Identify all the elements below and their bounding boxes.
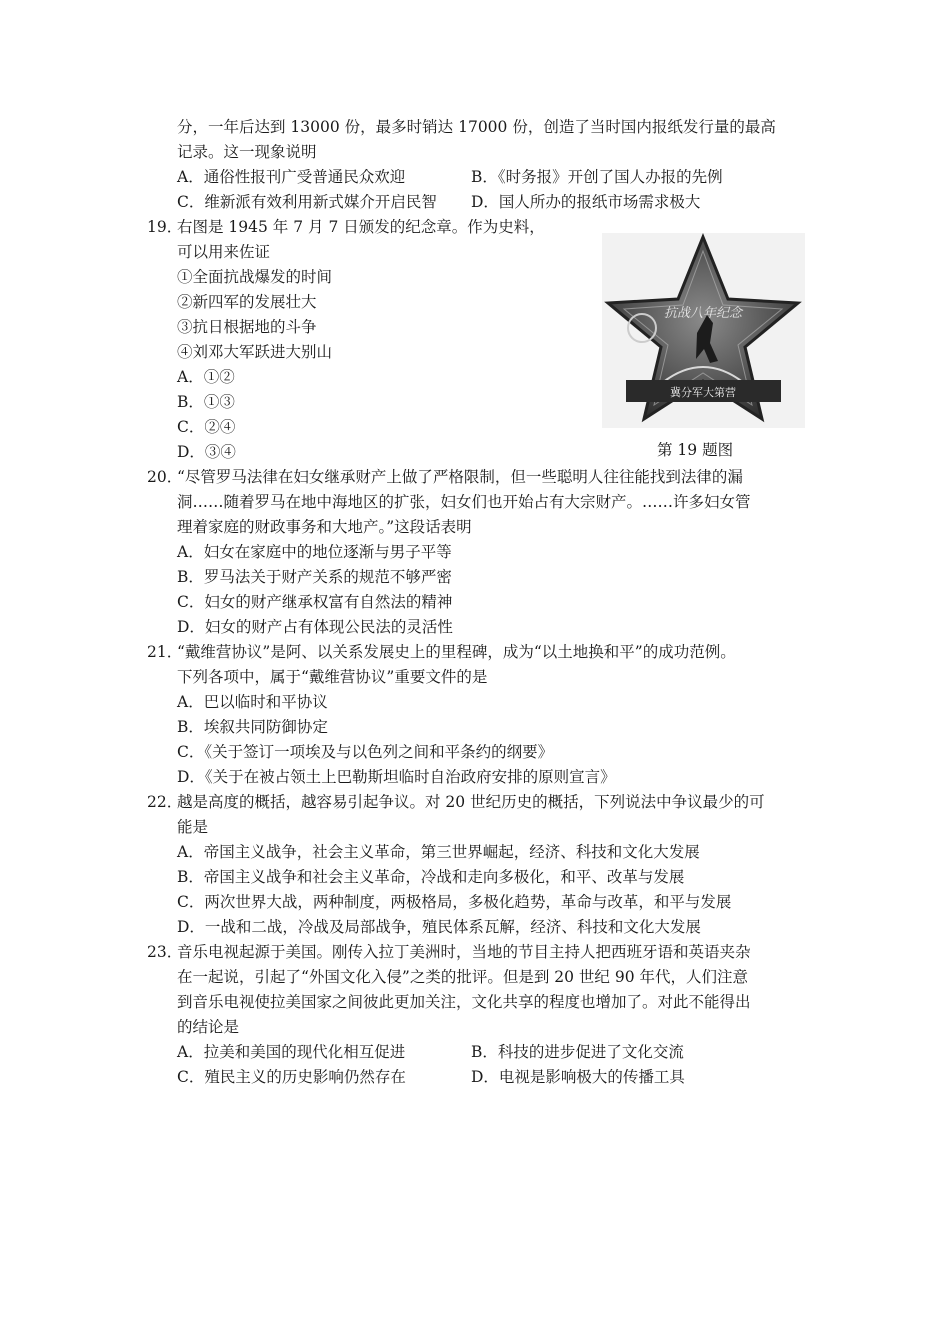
q23-option-a: A．拉美和美国的现代化相互促进	[177, 1043, 406, 1061]
q23-stem-line-3: 到音乐电视使拉美国家之间彼此更加关注，文化共享的程度也增加了。对此不能得出	[177, 993, 751, 1011]
q21-option-b: B．埃叙共同防御协定	[177, 718, 328, 736]
q21-option-a: A．巴以临时和平协议	[177, 693, 328, 711]
badge-text-bottom: 冀分军大第营	[670, 386, 736, 399]
q19-option-b: B．①③	[177, 393, 235, 411]
q19-option-d: D．③④	[177, 443, 236, 461]
q19-stem-line-2: 可以用来佐证	[177, 243, 271, 261]
q19-option-a: A．①②	[177, 368, 235, 386]
q21-option-d: D．《关于在被占领土上巴勒斯坦临时自治政府安排的原则宣言》	[177, 768, 616, 786]
q22-option-a: A．帝国主义战争，社会主义革命，第三世界崛起，经济、科技和文化大发展	[177, 843, 700, 861]
q19-stem-line-1: 右图是 1945 年 7 月 7 日颁发的纪念章。作为史料，	[177, 218, 545, 236]
star-medal-icon	[602, 233, 805, 428]
q19-item-1: ①全面抗战爆发的时间	[177, 268, 333, 286]
q19-option-c: C．②④	[177, 418, 236, 436]
q19-item-4: ④刘邓大军跃进大别山	[177, 343, 333, 361]
q22-option-c: C．两次世界大战，两种制度，两极格局，多极化趋势，革命与改革，和平与发展	[177, 893, 732, 911]
q20-option-d: D．妇女的财产占有体现公民法的灵活性	[177, 618, 453, 636]
q20-stem-line-1: “尽管罗马法律在妇女继承财产上做了严格限制，但一些聪明人往往能找到法律的漏	[177, 468, 743, 486]
q18-stem-line-2: 记录。这一现象说明	[177, 143, 317, 161]
q18-option-a: A．通俗性报刊广受普通民众欢迎	[177, 168, 406, 186]
q23-stem-line-2: 在一起说，引起了“外国文化入侵”之类的批评。但是到 20 世纪 90 年代，人们注意	[177, 968, 749, 986]
q22-option-b: B．帝国主义战争和社会主义革命，冷战和走向多极化，和平、改革与发展	[177, 868, 685, 886]
q22-stem-line-1: 越是高度的概括，越容易引起争议。对 20 世纪历史的概括，下列说法中争议最少的可	[177, 793, 765, 811]
q22-option-d: D．一战和二战，冷战及局部战争，殖民体系瓦解，经济、科技和文化大发展	[177, 918, 701, 936]
q20-stem-line-3: 理着家庭的财政事务和大地产。”这段话表明	[177, 518, 472, 536]
q23-option-c: C．殖民主义的历史影响仍然存在	[177, 1068, 406, 1086]
q19-item-2: ②新四军的发展壮大	[177, 293, 317, 311]
q23-number: 23．	[147, 943, 183, 961]
q18-stem-line-1: 分，一年后达到 13000 份，最多时销达 17000 份，创造了当时国内报纸发行量的最高	[177, 118, 776, 136]
q21-stem-line-2: 下列各项中，属于“戴维营协议”重要文件的是	[177, 668, 488, 686]
q20-option-a: A．妇女在家庭中的地位逐渐与男子平等	[177, 543, 452, 561]
q19-number: 19．	[147, 218, 183, 236]
q20-number: 20．	[147, 468, 183, 486]
q23-option-b: B．科技的进步促进了文化交流	[471, 1043, 684, 1061]
q22-stem-line-2: 能是	[177, 818, 209, 836]
q23-stem-line-1: 音乐电视起源于美国。刚传入拉丁美洲时，当地的节目主持人把西班牙语和英语夹杂	[177, 943, 751, 961]
q23-option-d: D．电视是影响极大的传播工具	[471, 1068, 685, 1086]
q21-option-c: C．《关于签订一项埃及与以色列之间和平条约的纲要》	[177, 743, 554, 761]
q22-number: 22．	[147, 793, 183, 811]
figure-caption: 第 19 题图	[657, 441, 734, 459]
q18-option-d: D．国人所办的报纸市场需求极大	[471, 193, 701, 211]
q23-stem-line-4: 的结论是	[177, 1018, 240, 1036]
q18-option-c: C．维新派有效利用新式媒介开启民智	[177, 193, 437, 211]
q18-option-b: B．《时务报》开创了国人办报的先例	[471, 168, 723, 186]
badge-text-top: 抗战八年纪念	[663, 306, 743, 321]
q20-option-b: B．罗马法关于财产关系的规范不够严密	[177, 568, 452, 586]
q19-item-3: ③抗日根据地的斗争	[177, 318, 317, 336]
q21-stem-line-1: “戴维营协议”是阿、以关系发展史上的里程碑，成为“以土地换和平”的成功范例。	[177, 643, 736, 661]
q20-option-c: C．妇女的财产继承权富有自然法的精神	[177, 593, 453, 611]
q21-number: 21．	[147, 643, 183, 661]
q20-stem-line-2: 洞……随着罗马在地中海地区的扩张，妇女们也开始占有大宗财产。……许多妇女管	[177, 493, 751, 511]
commemorative-medal-image	[602, 233, 805, 428]
